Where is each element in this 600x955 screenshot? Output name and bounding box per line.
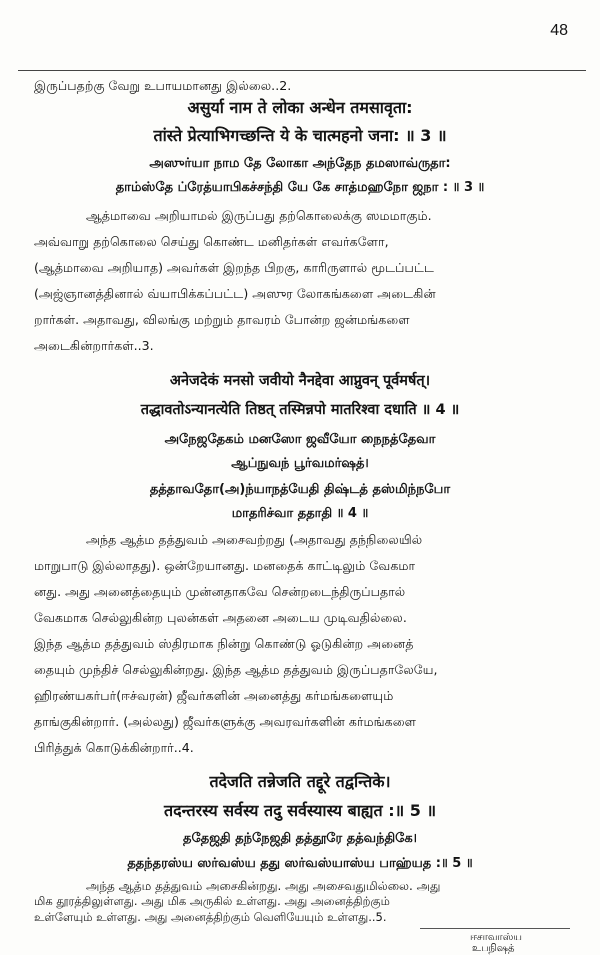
- header-rule: [18, 70, 586, 71]
- footer-title-line-1: ஈசாவாஸ்ய: [470, 932, 522, 943]
- verse5-sanskrit-line-2: तदन्तरस्य सर्वस्य तदु सर्वस्यास्य बाह्यत :॥ 5 ॥: [163, 801, 437, 820]
- verse4-commentary-line: இந்த ஆத்ம தத்துவம் ஸ்திரமாக நின்று கொண்டு ஓடுகின்ற அனைத்: [34, 636, 414, 651]
- verse5-tamil-line-1: ததேஜதி தந்நேஜதி தத்தூரே தத்வந்திகே।: [183, 831, 417, 846]
- verse5-commentary-line: அந்த ஆத்ம தத்துவம் அசைகின்றது. அது அசைவதுமில்லை. அது: [86, 879, 441, 893]
- verse4-commentary-line: னது. அது அனைத்தையும் முன்னதாகவே சென்றடைந்திருப்பதால்: [34, 584, 406, 599]
- page-number: 48: [550, 22, 568, 39]
- verse3-commentary-line: றார்கள். அதாவது, விலங்கு மற்றும் தாவரம் போன்ற ஜன்மங்களை: [34, 312, 410, 327]
- verse3-tamil-line-2: தாம்ஸ்தே ப்ரேத்யாபிகச்சந்தி யே கே சாத்மஹநோ ஜநா : ॥ 3 ॥: [115, 180, 485, 195]
- verse3-commentary-line: (அஜ்ஞானத்தினால் வ்யாபிக்கப்பட்ட) அஸுர லோகங்களை அடைகின்: [34, 286, 436, 301]
- verse5-tamil-line-2: ததந்தரஸ்ய ஸர்வஸ்ய தது ஸர்வஸ்யாஸ்ய பாஹ்யத :॥ 5 ॥: [127, 856, 473, 871]
- verse4-commentary-line: பிரித்துக் கொடுக்கின்றார்..4.: [34, 740, 194, 755]
- footer-title-line-2: உபநிஷத்: [472, 943, 515, 954]
- verse4-sanskrit-line-2: तद्धावतोऽन्यानत्येति तिष्ठत् तस्मिन्नपो मातरिश्वा दधाति ॥ 4 ॥: [140, 402, 460, 418]
- verse4-commentary-line: அந்த ஆத்ம தத்துவம் அசைவற்றது (அதாவது தந்நிலையில்: [86, 532, 423, 547]
- verse4-commentary-line: தையும் முந்திச் செல்லுகின்றது. இந்த ஆத்ம தத்துவம் இருப்பதாலேயே,: [34, 662, 438, 677]
- verse3-sanskrit-line-2: तांस्ते प्रेत्याभिगच्छन्ति ये के चात्महनो जना: ॥ 3 ॥: [153, 126, 447, 145]
- verse3-commentary-line: அடைகின்றார்கள்..3.: [34, 338, 154, 353]
- verse5-commentary-line: மிக தூரத்திலுள்ளது. அது மிக அருகில் உள்ளது. அது அனைத்திற்கும்: [34, 894, 390, 908]
- verse4-tamil-line-3: தத்தாவதோ(அ)ந்யாநத்யேதி திஷ்டத் தஸ்மிந்நபோ: [149, 482, 451, 497]
- verse4-tamil-line-4: மாதரிச்வா ததாதி ॥ 4 ॥: [231, 506, 369, 521]
- verse4-tamil-line-1: அநேஜதேகம் மனஸோ ஜவீயோ நைநத்தேவா: [164, 432, 436, 447]
- verse4-sanskrit-line-1: अनेजदेकं मनसो जवीयो नैनद्देवा आप्नुवन् पूर्वमर्षत्।: [169, 373, 431, 389]
- verse3-commentary-line: ஆத்மாவை அறியாமல் இருப்பது தற்கொலைக்கு ஸமமாகும்.: [86, 208, 432, 223]
- verse3-tamil-line-1: அஸுர்யா நாம தே லோகா அந்தேந தமஸாவ்ருதா:: [149, 156, 451, 171]
- verse5-sanskrit-line-1: तदेजति तन्नेजति तद्दूरे तद्वन्तिके।: [209, 772, 391, 791]
- verse4-tamil-line-2: ஆப்நுவந் பூர்வமர்ஷத்।: [231, 456, 369, 471]
- verse4-commentary-line: மாறுபாடு இல்லாதது). ஒன்றேயானது. மனதைக் காட்டிலும் வேகமா: [34, 558, 416, 573]
- verse5-commentary-line: உள்ளேயும் உள்ளது. அது அனைத்திற்கும் வெளியேயும் உள்ளது..5.: [34, 910, 387, 924]
- verse3-commentary-line: அவ்வாறு தற்கொலை செய்து கொண்ட மனிதர்கள் எவர்களோ,: [34, 234, 389, 249]
- verse4-commentary-line: வேகமாக செல்லுகின்ற புலன்கள் அதனை அடைய முடிவதில்லை.: [34, 610, 407, 625]
- verse4-commentary-line: ஹிரண்யகர்பர்(ஈச்வரன்) ஜீவர்களின் அனைத்து கர்மங்களையும்: [34, 688, 394, 703]
- footer-rule: [420, 928, 570, 929]
- verse3-commentary-line: (ஆத்மாவை அறியாத) அவர்கள் இறந்த பிறகு, காரிருளால் மூடப்பட்ட: [34, 260, 434, 275]
- verse4-commentary-line: தாங்குகின்றார். (அல்லது) ஜீவர்களுக்கு அவரவர்களின் கர்மங்களை: [34, 714, 417, 729]
- verse3-sanskrit-line-1: असुर्या नाम ते लोका अन्धेन तमसावृता:: [187, 98, 413, 117]
- intro-line: இருப்பதற்கு வேறு உபாயமானது இல்லை..2.: [34, 78, 292, 93]
